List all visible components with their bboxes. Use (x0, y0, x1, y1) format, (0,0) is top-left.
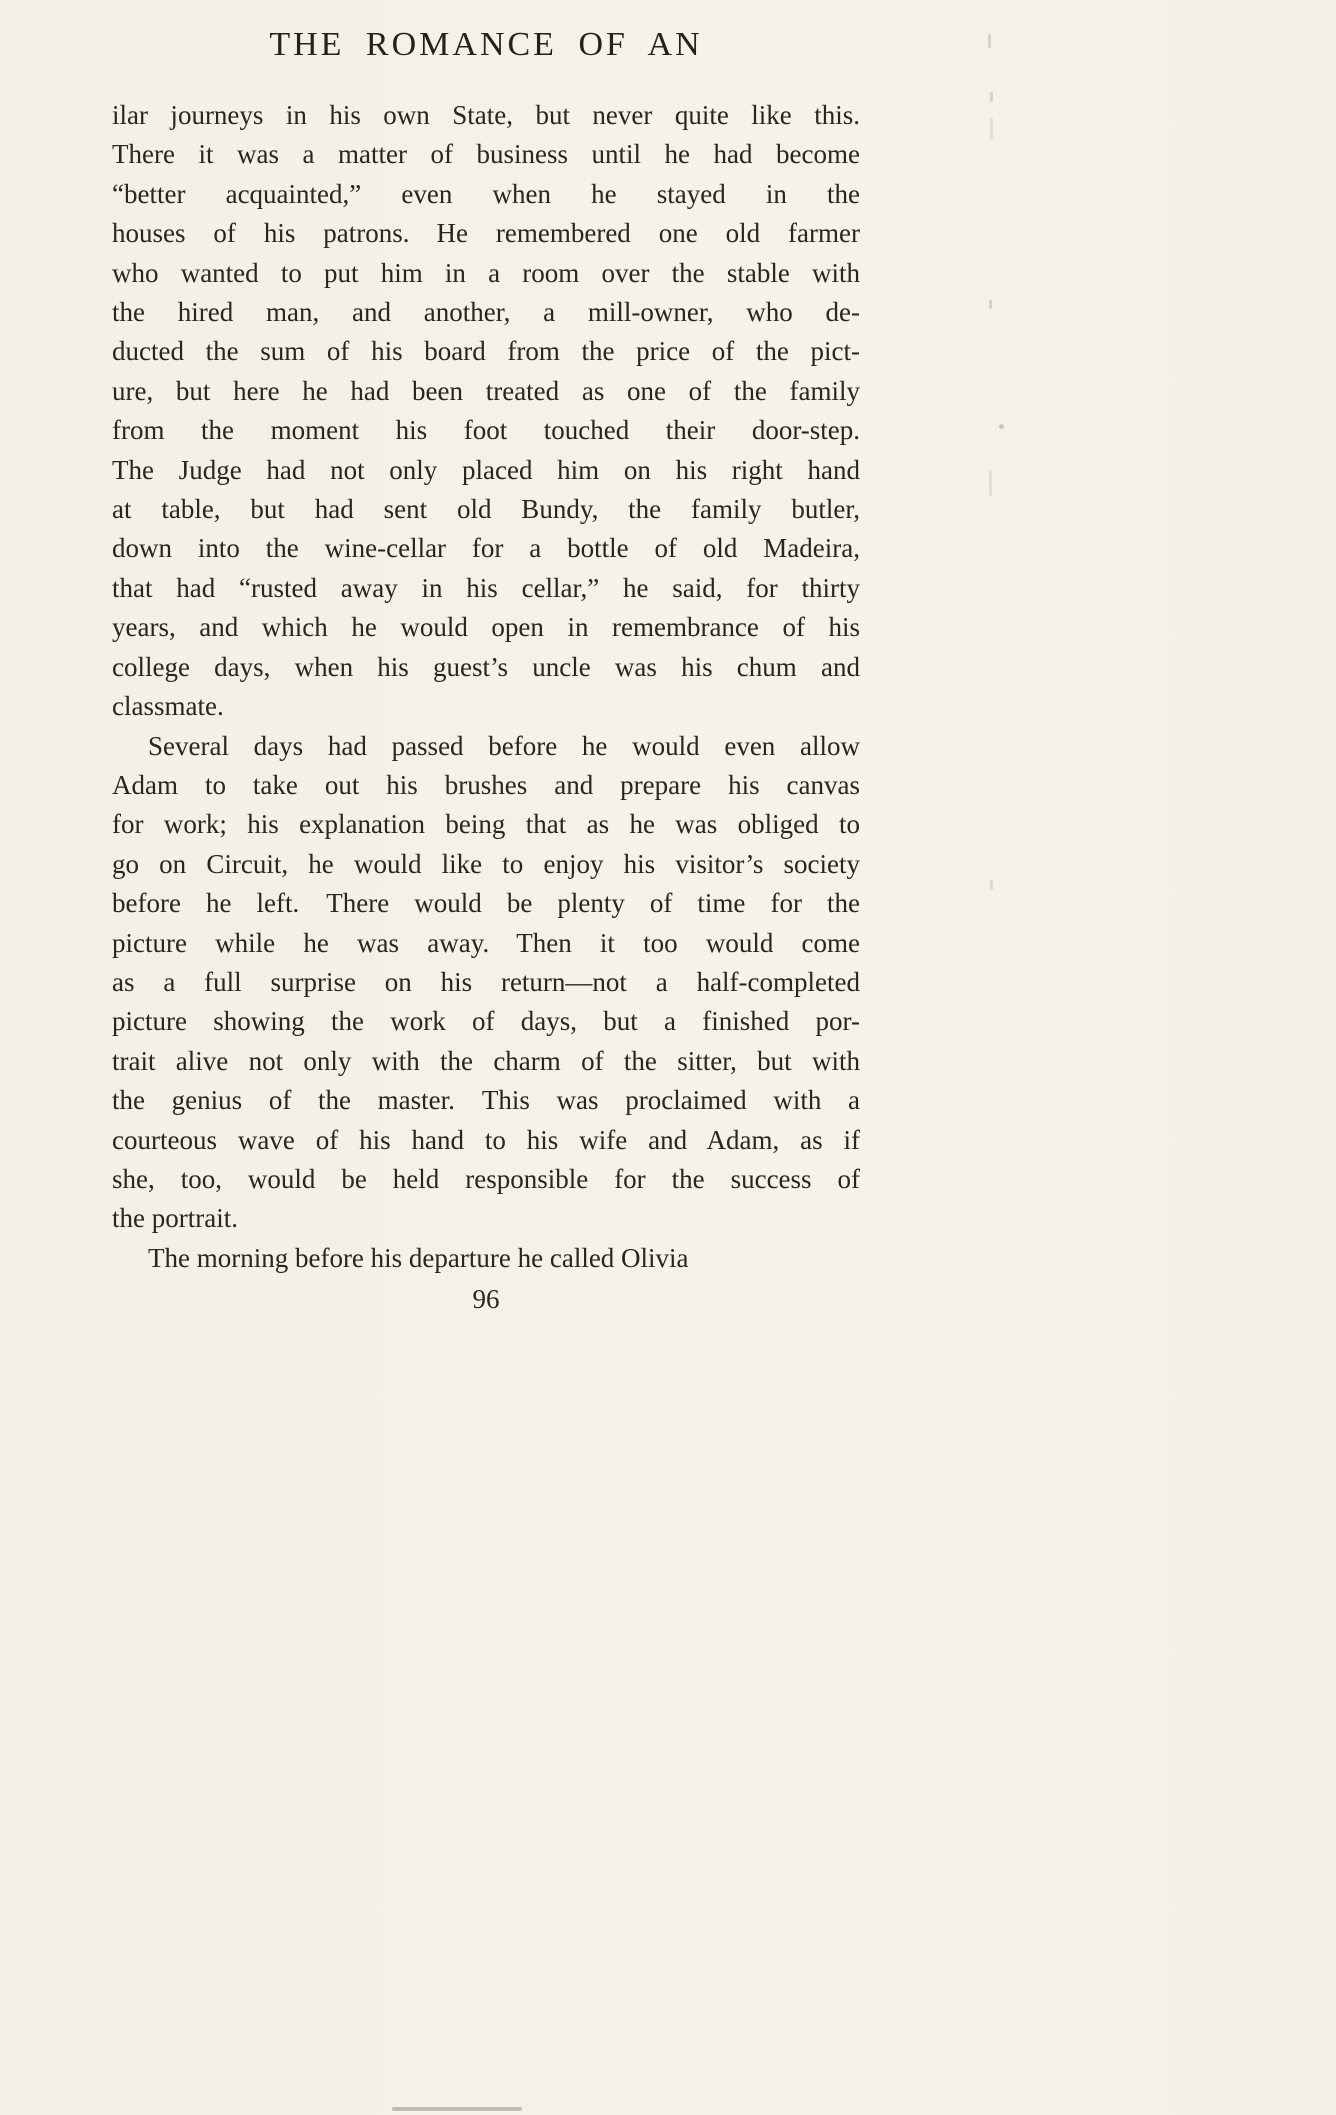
text-line: courteous wave of his hand to his wife and Adam, as if (112, 1124, 860, 1155)
body-text (112, 96, 860, 1278)
running-header: THE ROMANCE OF AN (269, 26, 703, 63)
text-line: trait alive not only with the charm of the sitter, but with (112, 1045, 860, 1076)
text-line: at table, but had sent old Bundy, the family butler, (112, 494, 860, 525)
text-line: classmate. (112, 691, 224, 722)
text-line: the hired man, and another, a mill-owner, who de- (112, 297, 860, 328)
text-line: the portrait. (112, 1203, 238, 1234)
text-line: she, too, would be held responsible for the success of (112, 1163, 860, 1194)
text-line: down into the wine-cellar for a bottle of old Madeira, (112, 533, 860, 564)
text-line: before he left. There would be plenty of time for the (112, 888, 860, 919)
text-line: The Judge had not only placed him on his right hand (112, 454, 860, 485)
scan-artifact (989, 470, 992, 496)
text-line: picture while he was away. Then it too would come (112, 927, 860, 958)
text-line: that had “rusted away in his cellar,” he said, for thirty (112, 572, 860, 603)
paragraph (112, 1239, 860, 1278)
text-line: “better acquainted,” even when he stayed in the (112, 178, 860, 209)
text-line: years, and which he would open in remembrance of his (112, 612, 860, 643)
paragraph (112, 96, 860, 727)
text-line: for work; his explanation being that as he was obliged to (112, 809, 860, 840)
scan-artifact (990, 880, 993, 890)
text-line: go on Circuit, he would like to enjoy his visitor’s society (112, 848, 860, 879)
text-block (112, 26, 860, 1315)
text-line: The morning before his departure he called Olivia (148, 1242, 689, 1273)
text-line: from the moment his foot touched their door-step. (112, 415, 860, 446)
scan-artifact (989, 300, 992, 309)
scan-artifact (392, 2107, 522, 2111)
paragraph (112, 727, 860, 1239)
scan-artifact (990, 118, 993, 140)
scan-artifact (990, 92, 993, 102)
scan-artifact (988, 34, 991, 48)
text-line: ilar journeys in his own State, but never quite like this. (112, 100, 860, 130)
text-line: the genius of the master. This was proclaimed with a (112, 1085, 860, 1116)
text-line: as a full surprise on his return—not a half-completed (112, 966, 860, 997)
text-line: Adam to take out his brushes and prepare his canvas (112, 769, 860, 800)
page-number: 96 (472, 1284, 500, 1315)
text-line: college days, when his guest’s uncle was his chum and (112, 651, 860, 682)
text-line: Several days had passed before he would even allow (148, 730, 860, 761)
scan-artifact (999, 424, 1004, 429)
text-line: houses of his patrons. He remembered one old farmer (112, 218, 860, 249)
text-line: ducted the sum of his board from the price of the pict- (112, 336, 860, 367)
text-line: ure, but here he had been treated as one of the family (112, 375, 860, 406)
text-line: There it was a matter of business until he had become (112, 139, 860, 170)
text-line: picture showing the work of days, but a finished por- (112, 1006, 860, 1037)
text-line: who wanted to put him in a room over the stable with (112, 257, 860, 288)
